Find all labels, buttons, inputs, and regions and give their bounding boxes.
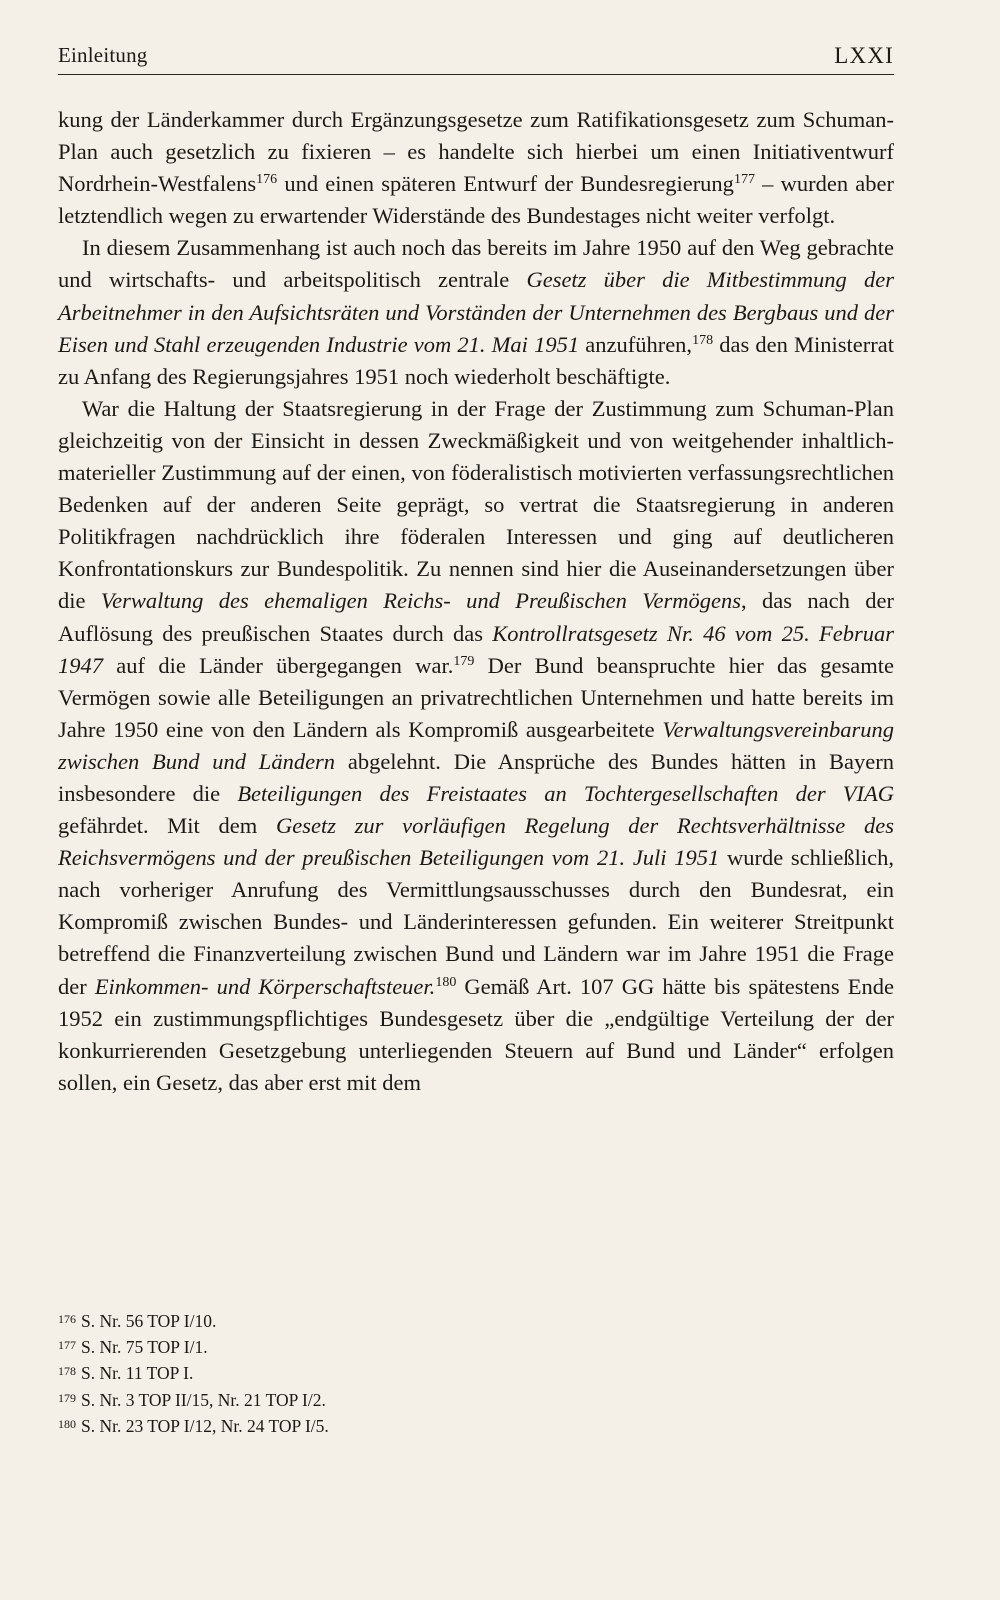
text-run: gefährdet. Mit dem — [58, 813, 276, 839]
text-run: Der Bund beanspruchte hier das gesamte Vermögen sowie alle Beteiligungen an privatrechtlichen Unternehmen und hatte bereits im Jahre 1950 eine von den Ländern als Kompromiß ausgearbeitete — [58, 652, 894, 742]
italic-title: Verwaltung des ehemaligen Reichs- und Preußischen Vermögens — [100, 588, 742, 614]
footnote-reference: 179 — [453, 653, 475, 669]
italic-title: Einkommen- und Körperschaftsteuer. — [94, 973, 436, 999]
footnote — [58, 1359, 894, 1385]
page-number: LXXI — [834, 43, 894, 68]
footnote — [58, 1307, 894, 1333]
italic-title: Beteiligungen des Freistaates an Tochtergesellschaften der VIAG — [237, 780, 894, 806]
paragraph — [58, 393, 894, 1099]
text-run: abgelehnt. Die Ansprüche des Bundes hätten in Bayern insbesondere die — [58, 748, 894, 806]
italic-title: Gesetz zur vorläufigen Regelung der Rechtsverhältnisse des Reichsvermögens und der preußischen Beteiligungen vom 21. Juli 1951 — [58, 813, 894, 871]
main-text — [58, 104, 894, 1099]
running-head-section: Einleitung — [58, 43, 148, 67]
text-run: auf die Länder übergegangen war. — [103, 652, 454, 678]
footnote-number: 178 — [58, 1364, 76, 1379]
italic-title: Kontrollratsgesetz Nr. 46 vom 25. Februar 1947 — [58, 620, 895, 678]
text-run: – wurden aber letztendlich wegen zu erwartender Widerstände des Bundestages nicht weiter verfolgt. — [58, 171, 894, 229]
footnote-reference: 180 — [435, 974, 457, 990]
text-run: , das nach der Auflösung des preußischen Staates durch das — [58, 588, 894, 646]
footnote-text: S. Nr. 56 TOP I/10. — [81, 1311, 217, 1331]
paragraph — [58, 232, 894, 392]
text-run: kung der Länderkammer durch Ergänzungsgesetze zum Ratifikationsgesetz zum Schuman-Plan auch gesetzlich zu fixieren – es handelte sich hierbei um einen Initiativentwurf Nordrhein-Westfalens — [58, 107, 894, 197]
footnote-text: S. Nr. 75 TOP I/1. — [81, 1337, 208, 1358]
footnote-text: S. Nr. 3 TOP II/15, Nr. 21 TOP I/2. — [81, 1389, 326, 1410]
text-run: anzuführen, — [579, 331, 693, 357]
italic-title: Gesetz über die Mitbestimmung der Arbeitnehmer in den Aufsichtsräten und Vorständen der Unternehmen des Bergbaus und der Eisen und Stahl erzeugenden Industrie vom 21. Mai 1951 — [58, 267, 894, 357]
footnote-reference: 176 — [256, 172, 278, 188]
footnote-text: S. Nr. 23 TOP I/12, Nr. 24 TOP I/5. — [81, 1415, 329, 1436]
footnote-text: S. Nr. 11 TOP I. — [81, 1363, 194, 1384]
footnote-number: 177 — [58, 1338, 76, 1353]
footnote — [58, 1333, 894, 1359]
text-run: War die Haltung der Staatsregierung in der Frage der Zustimmung zum Schuman-Plan gleichzeitig von der Einsicht in dessen Zweckmäßigkeit und von weitgehender inhaltlich-materieller Zustimmung auf der einen, von föderalistisch motivierten verfassungsrechtlichen Bedenken auf der anderen Seite geprägt, so vertrat die Staatsregierung in anderen Politikfragen nachdrücklich ihre föderalen Interessen und ging auf deutlicheren Konfrontationskurs zur Bundespolitik. Zu nennen sind hier die Auseinandersetzungen über die — [58, 395, 894, 614]
footnotes — [58, 1307, 894, 1438]
text-run: und einen späteren Entwurf der Bundesregierung — [277, 171, 734, 197]
footnote-reference: 177 — [733, 172, 755, 188]
footnote-number: 176 — [58, 1312, 76, 1326]
footnote-number: 179 — [58, 1390, 76, 1405]
footnote-number: 180 — [58, 1416, 76, 1431]
italic-title: Verwaltungsvereinbarung zwischen Bund und Ländern — [58, 716, 894, 774]
text-run: wurde schließlich, nach vorheriger Anrufung des Vermittlungsausschusses durch den Bundesrat, ein Kompromiß zwischen Bundes- und Länderinteressen gefunden. Ein weiterer Streitpunkt betreffend die Finanzverteilung zwischen Bund und Ländern war im Jahre 1951 die Frage der — [58, 845, 894, 999]
footnote-reference: 178 — [692, 332, 714, 348]
paragraph — [58, 104, 894, 232]
footnote — [58, 1386, 894, 1412]
text-run: In diesem Zusammenhang ist auch noch das bereits im Jahre 1950 auf den Weg gebrachte und wirtschafts- und arbeitspolitisch zentrale — [58, 235, 894, 293]
text-run: das den Ministerrat zu Anfang des Regierungsjahres 1951 noch wiederholt beschäftigte. — [58, 331, 894, 389]
text-run: Gemäß Art. 107 GG hätte bis spätestens Ende 1952 ein zustimmungspflichtiges Bundesgesetz über die „endgültige Verteilung der der konkurrierenden Gesetzgebung unterliegenden Steuern auf Bund und Länder“ erfolgen sollen, ein Gesetz, das aber erst mit dem — [58, 973, 895, 1095]
footnote — [58, 1412, 894, 1438]
running-head — [58, 38, 894, 75]
